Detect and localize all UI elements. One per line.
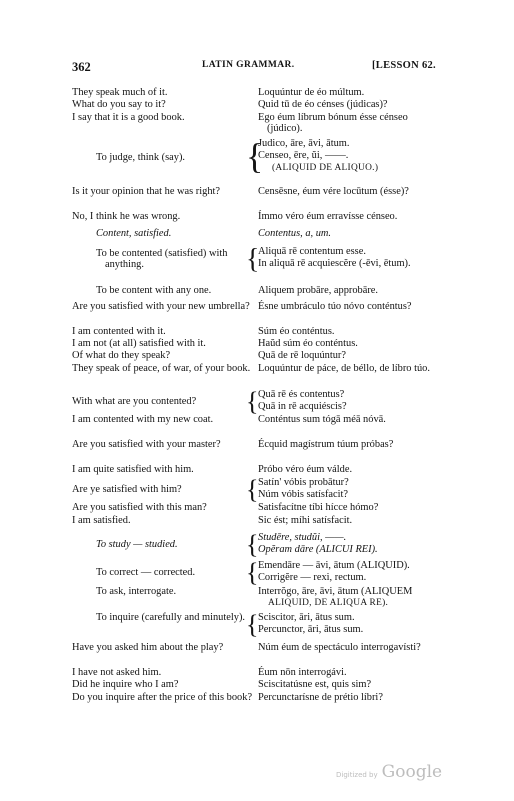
- english-text: Did he inquire who I am?: [72, 679, 179, 690]
- english-text: Content, satisfied.: [96, 228, 172, 239]
- latin-text: Écquid magístrum túum próbas?: [258, 439, 394, 450]
- latin-text: Loquúntur de páce, de béllo, de líbro túo.: [258, 363, 430, 374]
- english-text: I am satisfied.: [72, 515, 131, 526]
- latin-text: Interrŏgo, āre, āvi, ātum (ALIQUEM: [258, 586, 413, 597]
- english-text: They speak much of it.: [72, 87, 168, 98]
- english-text: No, I think he was wrong.: [72, 211, 181, 222]
- english-text: To be content with any one.: [96, 285, 212, 296]
- latin-text: Studēre, studŭi, ——.: [258, 532, 347, 543]
- latin-text: Judico, āre, āvi, ātum.: [258, 138, 350, 149]
- latin-text: Ímmo véro éum erravísse cénseo.: [258, 211, 398, 222]
- latin-text: Quā in rē acquiéscis?: [258, 401, 347, 412]
- latin-text: Aliquā rē contentum esse.: [258, 246, 366, 257]
- brace: {: [246, 558, 259, 587]
- latin-text: Sciscitor, āri, ātus sum.: [258, 612, 355, 623]
- brace: {: [246, 244, 260, 275]
- running-title: LATIN GRAMMAR.: [202, 60, 295, 70]
- english-text: What do you say to it?: [72, 99, 166, 110]
- english-text: They speak of peace, of war, of your book.: [72, 363, 251, 374]
- latin-text: ALIQUID, DE ALIQUA RE).: [268, 598, 389, 608]
- latin-text: Súm éo conténtus.: [258, 326, 335, 337]
- english-text: I am not (at all) satisfied with it.: [72, 338, 206, 349]
- english-text: With what are you contented?: [72, 396, 197, 407]
- brace: {: [246, 475, 259, 504]
- english-text: I say that it is a good book.: [72, 112, 185, 123]
- latin-text: Ego éum líbrum bónum ésse cénseo (júdico).: [258, 112, 408, 135]
- latin-text: Loquúntur de éo múltum.: [258, 87, 365, 98]
- brace: {: [246, 610, 259, 639]
- latin-text: Satisfacítne tíbi hícce hómo?: [258, 502, 379, 513]
- english-text: I am contented with my new coat.: [72, 414, 214, 425]
- latin-text: Ésne umbráculo túo nóvo conténtus?: [258, 301, 412, 312]
- latin-text: Núm vóbis satísfacit?: [258, 489, 349, 500]
- latin-text: Censēsne, éum vére locūtum (ésse)?: [258, 186, 409, 197]
- english-text: I am contented with it.: [72, 326, 166, 337]
- english-text: To study — studied.: [96, 539, 178, 550]
- watermark-prefix: Digitized by: [336, 771, 378, 779]
- english-text: Are you satisfied with this man?: [72, 502, 207, 513]
- english-text: To ask, interrogate.: [96, 586, 177, 597]
- latin-text: Percunctarísne de prétio líbri?: [258, 692, 383, 703]
- latin-text: (ALIQUID DE ALIQUO.): [272, 163, 379, 173]
- english-text: Is it your opinion that he was right?: [72, 186, 221, 197]
- latin-text: Sciscitatúsne est, quis sim?: [258, 679, 372, 690]
- english-text: Of what do they speak?: [72, 350, 171, 361]
- latin-text: Quā rē és contentus?: [258, 389, 345, 400]
- latin-text: In aliquā rē acquiescĕre (-ēvi, ētum).: [258, 258, 411, 269]
- english-text: To inquire (carefully and minutely).: [96, 612, 246, 623]
- brace: {: [246, 530, 259, 559]
- latin-text: Quid tū de éo cénses (júdicas)?: [258, 99, 388, 110]
- latin-text: Aliquem probāre, approbāre.: [258, 285, 379, 296]
- google-watermark: [336, 762, 442, 782]
- english-text: I am quite satisfied with him.: [72, 464, 194, 475]
- english-text: Do you inquire after the price of this book?: [72, 692, 253, 703]
- latin-text: Corrigĕre — rexi, rectum.: [258, 572, 367, 583]
- lesson-label: [LESSON 62.: [372, 60, 436, 71]
- english-text: Are you satisfied with your new umbrella?: [72, 301, 250, 312]
- english-text: To correct — corrected.: [96, 567, 196, 578]
- brace: {: [246, 387, 259, 416]
- latin-text: Éum nōn interrogávi.: [258, 667, 347, 678]
- english-text: Are ye satisfied with him?: [72, 484, 182, 495]
- latin-text: Percunctor, āri, ātus sum.: [258, 624, 364, 635]
- english-text: Are you satisfied with your master?: [72, 439, 221, 450]
- english-text: To judge, think (say).: [96, 152, 186, 163]
- latin-text: Satín' vóbis probātur?: [258, 477, 349, 488]
- latin-text: Conténtus sum tógā méā nóvā.: [258, 414, 386, 425]
- latin-text: Haŭd súm éo conténtus.: [258, 338, 358, 349]
- english-text: I have not asked him.: [72, 667, 162, 678]
- latin-text: Sic ést; míhi satísfacit.: [258, 515, 353, 526]
- page-number: 362: [72, 60, 91, 74]
- latin-text: Emendāre — āvi, ātum (ALIQUID).: [258, 560, 410, 571]
- english-text: To be contented (satisfied) with anything.: [96, 248, 228, 271]
- brace: {: [246, 136, 264, 176]
- latin-text: Núm éum de spectáculo interrogavísti?: [258, 642, 421, 653]
- latin-text: Contentus, a, um.: [258, 228, 332, 239]
- watermark-brand: Google: [381, 762, 443, 782]
- latin-text: Opĕram dāre (ALICUI REI).: [258, 544, 378, 555]
- latin-text: Quā de rē loquúntur?: [258, 350, 347, 361]
- latin-text: Censeo, ēre, ŭi, ——.: [258, 150, 349, 161]
- latin-text: Próbo véro éum válde.: [258, 464, 353, 475]
- english-text: Have you asked him about the play?: [72, 642, 224, 653]
